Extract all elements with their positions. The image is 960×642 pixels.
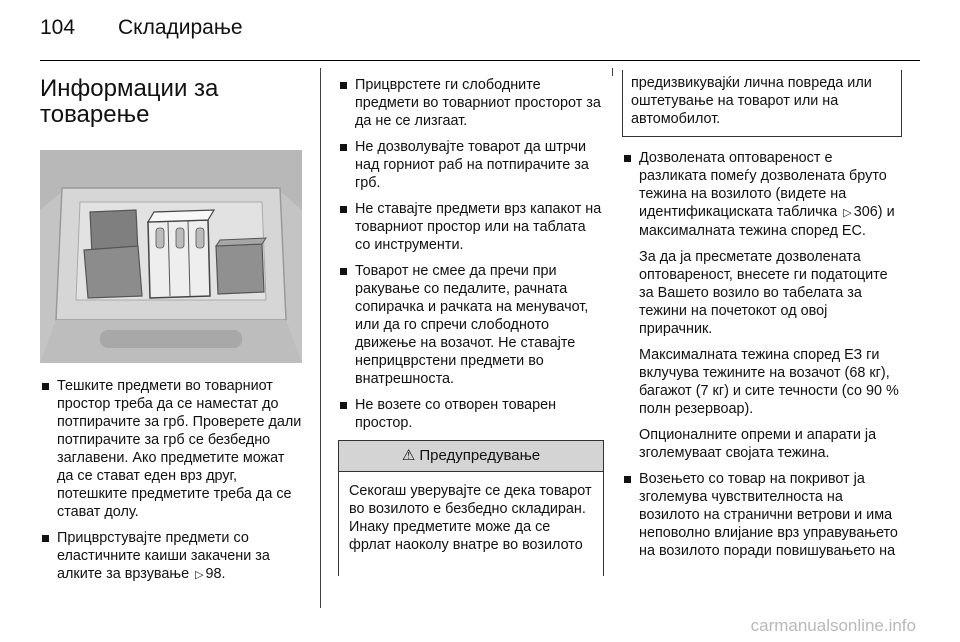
square-bullet-icon: [624, 476, 631, 483]
list-item: [622, 470, 902, 560]
list-item: [622, 149, 902, 240]
list-item: [338, 262, 604, 388]
page-number: 104: [40, 16, 76, 39]
square-bullet-icon: [340, 402, 347, 409]
bullet-text: Дозволената оптовареност е разликата помеѓу дозволената бруто тежина на возилото (видете на идентификациската табличка: [639, 150, 887, 220]
square-bullet-icon: [340, 82, 347, 89]
section-title-line-1: Информации за: [40, 75, 219, 102]
bullet-text: Не ставајте предмети врз капакот на товарниот простор или на таблата со инструменти.: [355, 201, 602, 253]
warning-triangle-icon: ⚠: [401, 447, 416, 464]
list-item: [40, 529, 302, 584]
list-item: [338, 138, 604, 192]
paragraph: За да ја пресметате дозволената оптовареност, внесете ги податоците за Вашето возило во табелата за тежини на почетокот од овој прирачник.: [639, 249, 888, 337]
paragraph: Максималната тежина според ЕЗ ги вклучува тежините на возачот (68 кг), багажот (7 кг) и сите течности (со 90 % полн резервоар).: [639, 347, 899, 417]
bullet-list: [622, 149, 902, 240]
column-3: [622, 70, 902, 568]
bullet-text: Возењето со товар на покривот ја зголемува чувствителноста на возилото на странични ветрови и има неповолно влијание врз управувањето на возилото поради повишувањето на: [639, 471, 898, 559]
warning-continued-text: предизвикувајќи лична повреда или оштетување на товарот или на автомобилот.: [631, 75, 872, 127]
bullet-text: Не дозволувајте товарот да штрчи над горниот раб на потпирачите за грб.: [355, 139, 589, 191]
section-title: [40, 76, 302, 128]
square-bullet-icon: [340, 206, 347, 213]
list-item: [338, 200, 604, 254]
warning-box-continued: [622, 70, 902, 137]
watermark: carmanualsonline.info: [750, 616, 916, 635]
bullet-text: Не возете со отворен товарен простор.: [355, 397, 557, 431]
section-title-line-2: товарење: [40, 101, 150, 128]
reference-arrow-icon: ▷: [843, 207, 852, 219]
bullet-text: Прицврстувајте предмети со еластичните каиши закачени за алките за врзување: [57, 530, 270, 582]
bullet-text: Прицврстете ги слободните предмети во товарниот просторот за да не се лизгаат.: [355, 77, 601, 129]
paragraph: Опционалните опреми и апарати ја зголемуваат својата тежина.: [639, 427, 877, 461]
car-trunk-loading-illustration: [40, 150, 302, 363]
warning-body: Секогаш уверувајте се дека товарот во возилото е безбедно складиран. Инаку предметите може да се фрлат наоколу внатре во возилото: [349, 483, 592, 553]
warning-title: Предупредување: [419, 447, 541, 464]
list-item: [338, 76, 604, 130]
bullet-list: [40, 377, 302, 584]
column-2: [338, 76, 604, 576]
page-reference[interactable]: 306) и максималната тежина според ЕС.: [639, 204, 895, 239]
square-bullet-icon: [42, 535, 49, 542]
warning-box: [338, 440, 604, 576]
bullet-text: Товарот не смее да пречи при ракување со педалите, рачната сопирачка и рачката на менувачот, или да го спречи слободното движење на возачот. Не ставајте неприцврстени предмети во внатрешноста.: [355, 263, 589, 387]
column-1: [40, 68, 302, 592]
column-divider: [612, 68, 613, 76]
bullet-text: Тешките предмети во товарниот простор треба да се наместат до потпирачите за грб. Проверете дали потпирачите за грб се безбедно заглавени. Ако предметите можат да се стават еден врз друг, потешките предметите треба да се стават долу.: [57, 378, 302, 520]
column-divider: [320, 68, 321, 608]
header-divider: [40, 60, 920, 61]
square-bullet-icon: [340, 144, 347, 151]
list-item: [338, 396, 604, 432]
square-bullet-icon: [340, 268, 347, 275]
warning-header: [339, 441, 603, 472]
page-reference[interactable]: 98.: [205, 566, 226, 582]
reference-arrow-icon: ▷: [195, 569, 204, 581]
list-item: [40, 377, 302, 521]
page-header: [40, 16, 243, 46]
square-bullet-icon: [42, 383, 49, 390]
running-title: Складирање: [118, 16, 243, 39]
bullet-list: [338, 76, 604, 432]
square-bullet-icon: [624, 155, 631, 162]
bullet-list: [622, 470, 902, 560]
